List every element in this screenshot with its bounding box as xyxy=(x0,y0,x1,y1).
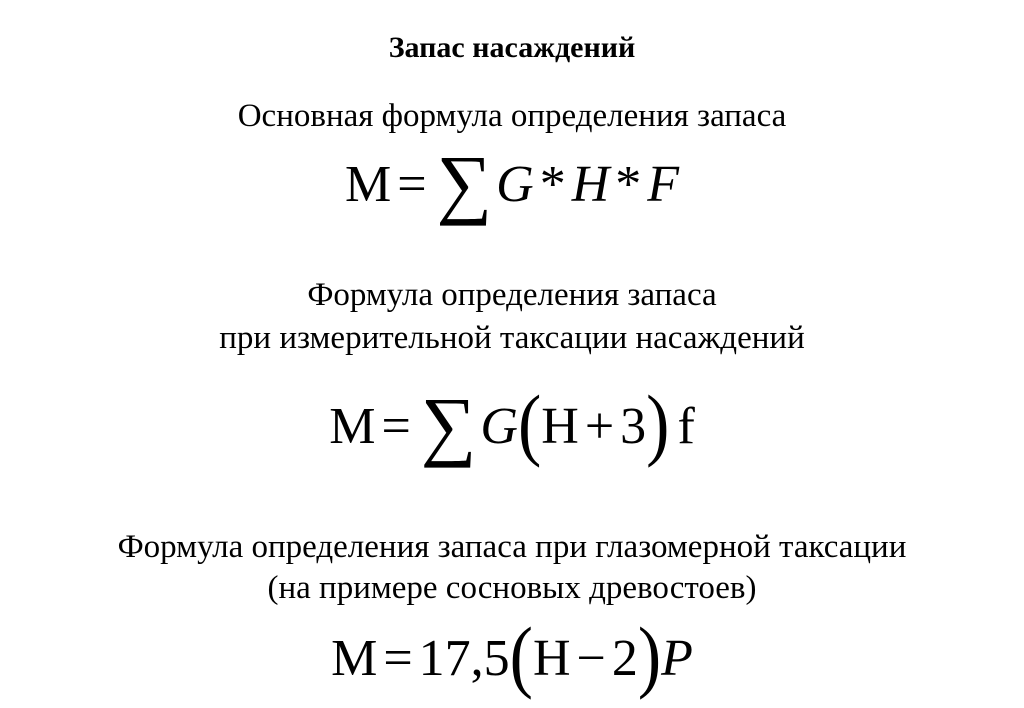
formula-equals: = xyxy=(381,398,411,455)
formula-minus: − xyxy=(576,630,606,687)
section-2-caption-line-1: Формула определения запаса xyxy=(307,277,717,313)
formula-symbol-P: P xyxy=(661,630,693,687)
formula-symbol-f: f xyxy=(677,398,695,455)
formula-symbol-M: M xyxy=(329,398,376,455)
formula-symbol-G: G xyxy=(480,398,518,455)
formula-symbol-H: H xyxy=(532,630,571,687)
section-3-caption-line-1: Формула определения запаса при глазомерной таксации xyxy=(117,529,907,565)
sum-symbol: ∑ xyxy=(420,381,477,468)
formula-symbol-M: M xyxy=(331,630,378,687)
formula-measurement-taxation xyxy=(0,380,1024,469)
formula-multiply: * xyxy=(539,156,566,213)
formula-multiply: * xyxy=(615,156,642,213)
right-paren: ) xyxy=(646,380,670,469)
sum-symbol: ∑ xyxy=(436,139,493,226)
right-paren: ) xyxy=(637,612,662,701)
formula-symbol-G: G xyxy=(496,156,534,213)
section-1-caption: Основная формула определения запаса xyxy=(237,98,787,134)
left-paren: ( xyxy=(517,380,542,469)
formula-number: 2 xyxy=(611,630,638,687)
formula-symbol-H: H xyxy=(571,156,610,213)
section-3-caption-line-2: (на примере сосновых древостоев) xyxy=(267,570,757,606)
formula-equals: = xyxy=(397,156,427,213)
formula-symbol-H: H xyxy=(541,398,579,455)
formula-number: 3 xyxy=(620,398,647,455)
section-2-caption-line-2: при измерительной таксации насаждений xyxy=(219,320,805,356)
formula-symbol-M: M xyxy=(344,156,392,213)
formula-equals: = xyxy=(383,630,413,687)
formula-symbol-F: F xyxy=(647,156,680,213)
formula-coefficient: 17,5 xyxy=(418,630,510,687)
formula-visual-taxation xyxy=(0,612,1024,701)
page-title: Запас насаждений xyxy=(388,31,636,64)
formula-plus: + xyxy=(584,398,615,455)
left-paren: ( xyxy=(509,612,533,701)
formula-basic xyxy=(0,139,1024,226)
